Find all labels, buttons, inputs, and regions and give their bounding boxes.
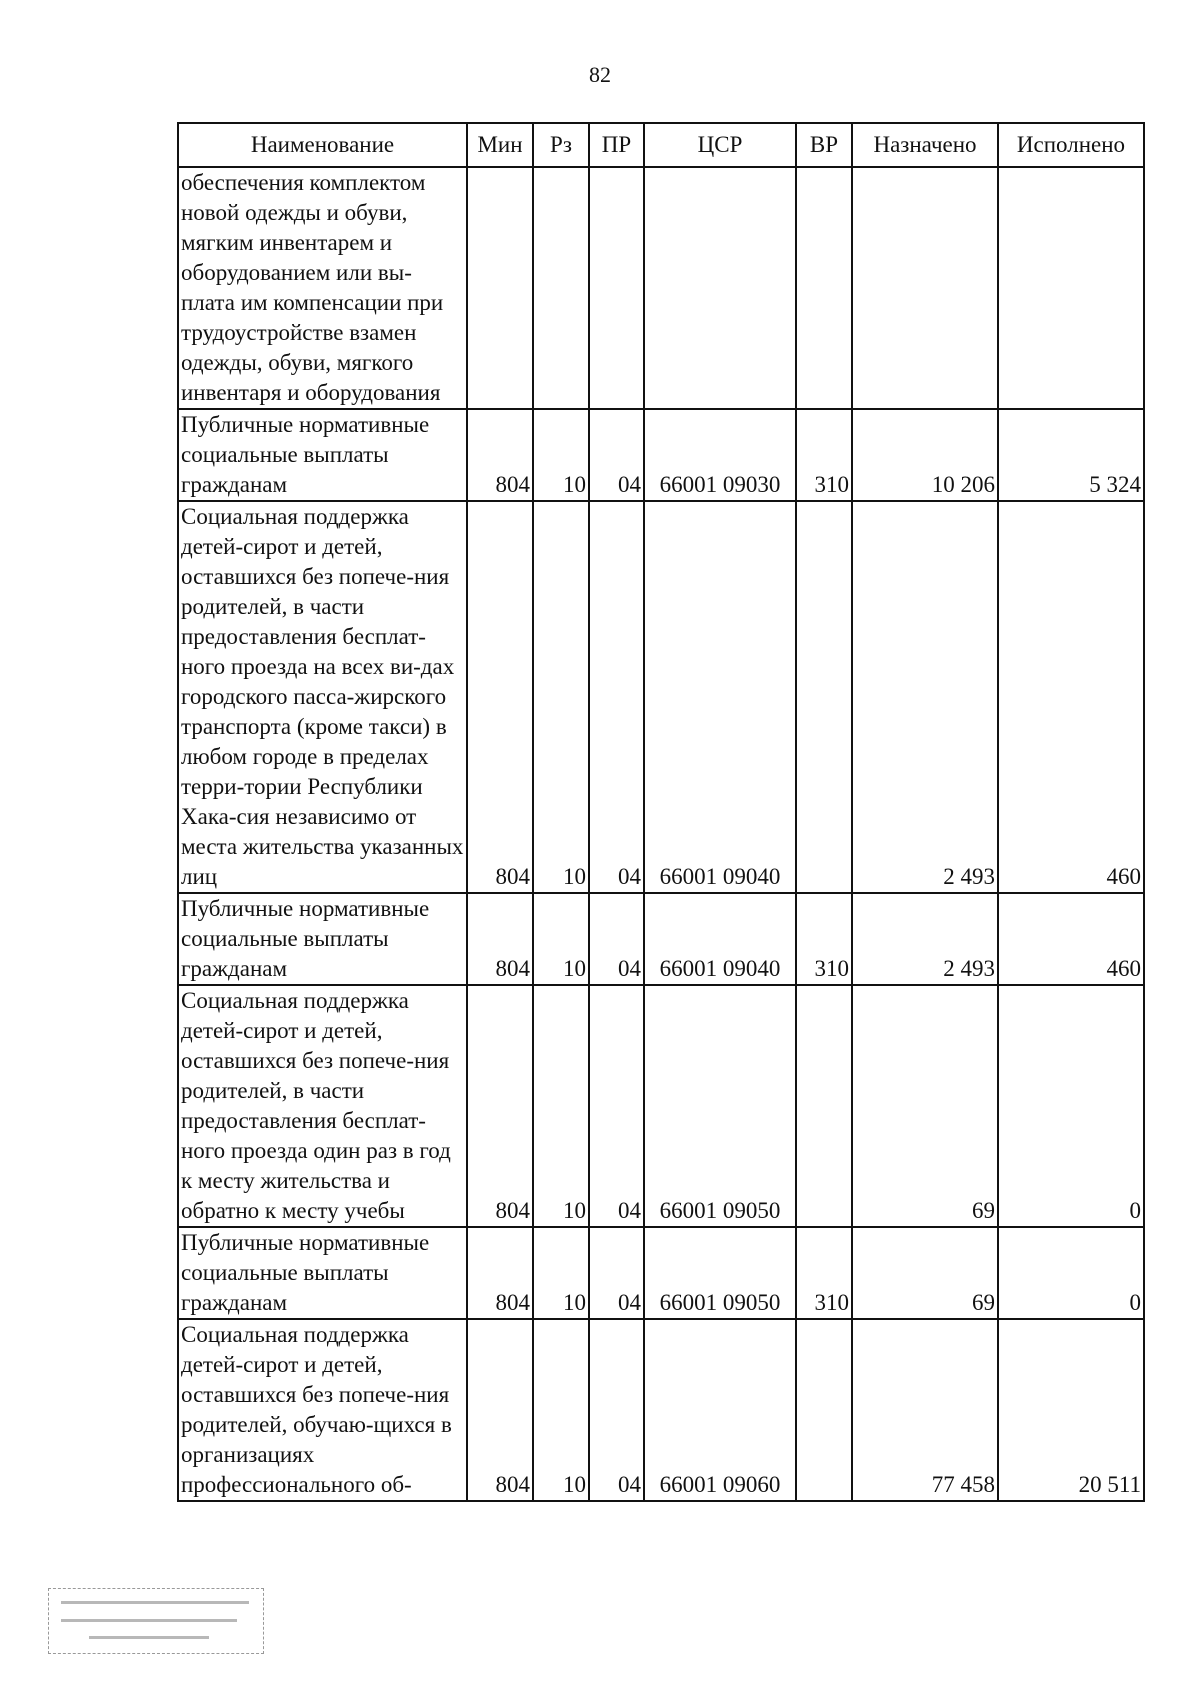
row-vr <box>796 167 852 409</box>
row-pr <box>589 167 644 409</box>
header-pr: ПР <box>589 123 644 167</box>
row-name: Публичные нормативные социальные выплаты гражданам <box>178 893 467 985</box>
row-rz: 10 <box>533 985 589 1227</box>
row-executed: 5 324 <box>998 409 1144 501</box>
row-rz: 10 <box>533 1227 589 1319</box>
row-executed: 20 511 <box>998 1319 1144 1501</box>
table-row <box>178 409 1144 501</box>
row-min: 804 <box>467 409 533 501</box>
header-rz: Рз <box>533 123 589 167</box>
row-csr: 66001 09040 <box>644 893 796 985</box>
row-csr: 66001 09060 <box>644 1319 796 1501</box>
row-rz: 10 <box>533 1319 589 1501</box>
row-executed <box>998 167 1144 409</box>
row-csr: 66001 09050 <box>644 985 796 1227</box>
table-row <box>178 167 1144 409</box>
row-min: 804 <box>467 1319 533 1501</box>
row-csr <box>644 167 796 409</box>
table-row <box>178 1227 1144 1319</box>
row-rz: 10 <box>533 501 589 893</box>
header-assigned: Назначено <box>852 123 998 167</box>
table-row <box>178 501 1144 893</box>
row-name: Социальная поддержка детей-сирот и детей, оставшихся без попече-ния родителей, обучаю-щихся в организациях профессионального об- <box>178 1319 467 1501</box>
row-rz: 10 <box>533 893 589 985</box>
row-assigned: 10 206 <box>852 409 998 501</box>
row-assigned: 2 493 <box>852 893 998 985</box>
row-vr <box>796 1319 852 1501</box>
row-rz: 10 <box>533 409 589 501</box>
row-name: Социальная поддержка детей-сирот и детей, оставшихся без попече-ния родителей, в части предоставления бесплат-ного проезда на всех ви-дах городского пасса-жирского транспорта (кроме такси) в любом городе в пределах терри-тории Республики Хака-сия независимо от места жительства указанных лиц <box>178 501 467 893</box>
row-pr: 04 <box>589 985 644 1227</box>
row-pr: 04 <box>589 409 644 501</box>
table-row <box>178 985 1144 1227</box>
row-executed: 0 <box>998 985 1144 1227</box>
row-name: Публичные нормативные социальные выплаты гражданам <box>178 409 467 501</box>
row-min <box>467 167 533 409</box>
row-pr: 04 <box>589 1319 644 1501</box>
header-executed: Исполнено <box>998 123 1144 167</box>
row-min: 804 <box>467 1227 533 1319</box>
row-assigned: 69 <box>852 1227 998 1319</box>
budget-table <box>177 122 1145 1502</box>
row-pr: 04 <box>589 501 644 893</box>
row-pr: 04 <box>589 1227 644 1319</box>
row-executed: 460 <box>998 893 1144 985</box>
row-executed: 460 <box>998 501 1144 893</box>
row-csr: 66001 09030 <box>644 409 796 501</box>
stamp-line <box>61 1619 237 1622</box>
row-vr <box>796 985 852 1227</box>
row-csr: 66001 09040 <box>644 501 796 893</box>
row-executed: 0 <box>998 1227 1144 1319</box>
header-csr: ЦСР <box>644 123 796 167</box>
header-vr: ВР <box>796 123 852 167</box>
row-name: Социальная поддержка детей-сирот и детей, оставшихся без попече-ния родителей, в части предоставления бесплат-ного проезда один раз в год к месту жительства и обратно к месту учебы <box>178 985 467 1227</box>
row-assigned: 2 493 <box>852 501 998 893</box>
header-row <box>178 123 1144 167</box>
stamp-line <box>89 1636 209 1639</box>
row-csr: 66001 09050 <box>644 1227 796 1319</box>
row-assigned: 77 458 <box>852 1319 998 1501</box>
row-min: 804 <box>467 893 533 985</box>
row-rz <box>533 167 589 409</box>
header-name: Наименование <box>178 123 467 167</box>
row-vr: 310 <box>796 409 852 501</box>
faded-stamp <box>48 1588 264 1654</box>
row-name: обеспечения комплектом новой одежды и обуви, мягким инвентарем и оборудованием или вы-плата им компенсации при трудоустройстве взамен одежды, обуви, мягкого инвентаря и оборудования <box>178 167 467 409</box>
row-vr: 310 <box>796 893 852 985</box>
table-row <box>178 893 1144 985</box>
row-name: Публичные нормативные социальные выплаты гражданам <box>178 1227 467 1319</box>
row-pr: 04 <box>589 893 644 985</box>
page-number: 82 <box>589 62 611 87</box>
header-min: Мин <box>467 123 533 167</box>
row-min: 804 <box>467 985 533 1227</box>
row-vr <box>796 501 852 893</box>
row-assigned: 69 <box>852 985 998 1227</box>
row-vr: 310 <box>796 1227 852 1319</box>
stamp-line <box>61 1601 249 1604</box>
table-row <box>178 1319 1144 1501</box>
row-assigned <box>852 167 998 409</box>
row-min: 804 <box>467 501 533 893</box>
